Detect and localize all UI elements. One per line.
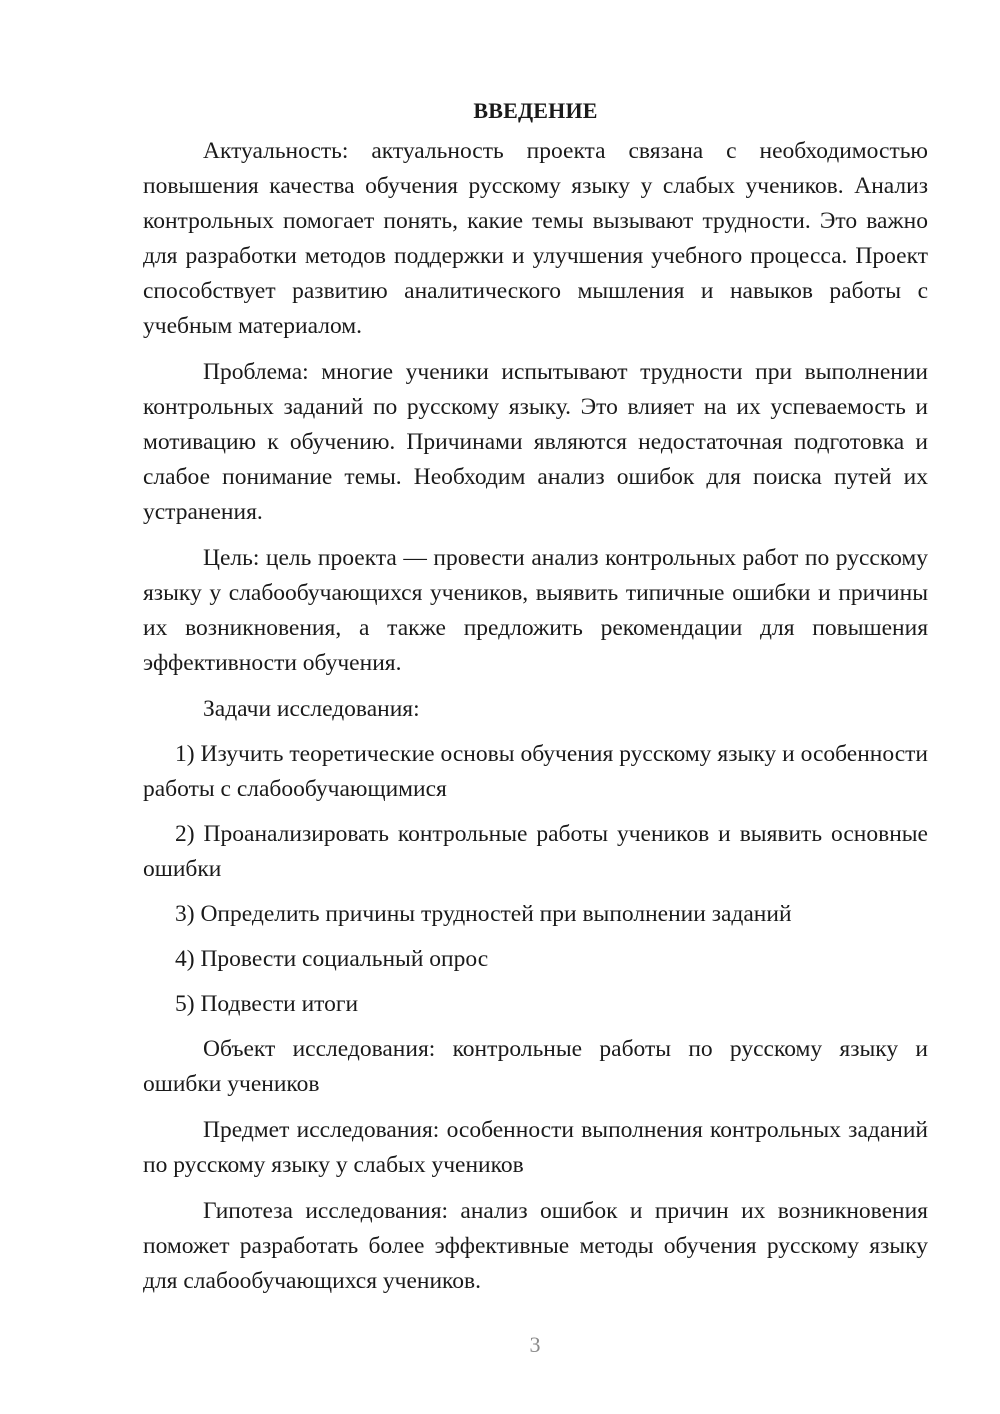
task-item: 1) Изучить теоретические основы обучения русскому языку и особенности работы с слабообучающимися — [143, 741, 928, 802]
document-page — [143, 94, 928, 1310]
task-item: 5) Подвести итоги — [175, 991, 359, 1017]
object-paragraph: Объект исследования: контрольные работы по русскому языку и ошибки учеников — [143, 1036, 928, 1097]
task-item: 4) Провести социальный опрос — [175, 946, 489, 972]
task-item: 2) Проанализировать контрольные работы учеников и выявить основные ошибки — [143, 821, 928, 882]
subject-paragraph: Предмет исследования: особенности выполнения контрольных заданий по русскому языку у слабых учеников — [143, 1117, 928, 1178]
tasks-heading: Задачи исследования: — [203, 696, 420, 722]
goal-paragraph: Цель: цель проекта — провести анализ контрольных работ по русскому языку у слабообучающихся учеников, выявить типичные ошибки и причины их возникновения, а также предложить рекомендации для повышения эффективности обучения. — [143, 545, 928, 676]
problem-paragraph: Проблема: многие ученики испытывают трудности при выполнении контрольных заданий по русскому языку. Это влияет на их успеваемость и мотивацию к обучению. Причинами являются недостаточная подготовка и слабое понимание темы. Необходим анализ ошибок для поиска путей их устранения. — [143, 359, 928, 525]
hypothesis-paragraph: Гипотеза исследования: анализ ошибок и причин их возникновения поможет разработать более эффективные методы обучения русскому языку для слабообучающихся учеников. — [143, 1198, 928, 1294]
task-item: 3) Определить причины трудностей при выполнении заданий — [175, 901, 792, 927]
page-number: 3 — [529, 1332, 541, 1357]
relevance-paragraph: Актуальность: актуальность проекта связана с необходимостью повышения качества обучения русскому языку у слабых учеников. Анализ контрольных помогает понять, какие темы вызывают трудности. Это важно для разработки методов поддержки и улучшения учебного процесса. Проект способствует развитию аналитического мышления и навыков работы с учебным материалом. — [143, 138, 928, 339]
page-title: ВВЕДЕНИЕ — [473, 98, 598, 123]
